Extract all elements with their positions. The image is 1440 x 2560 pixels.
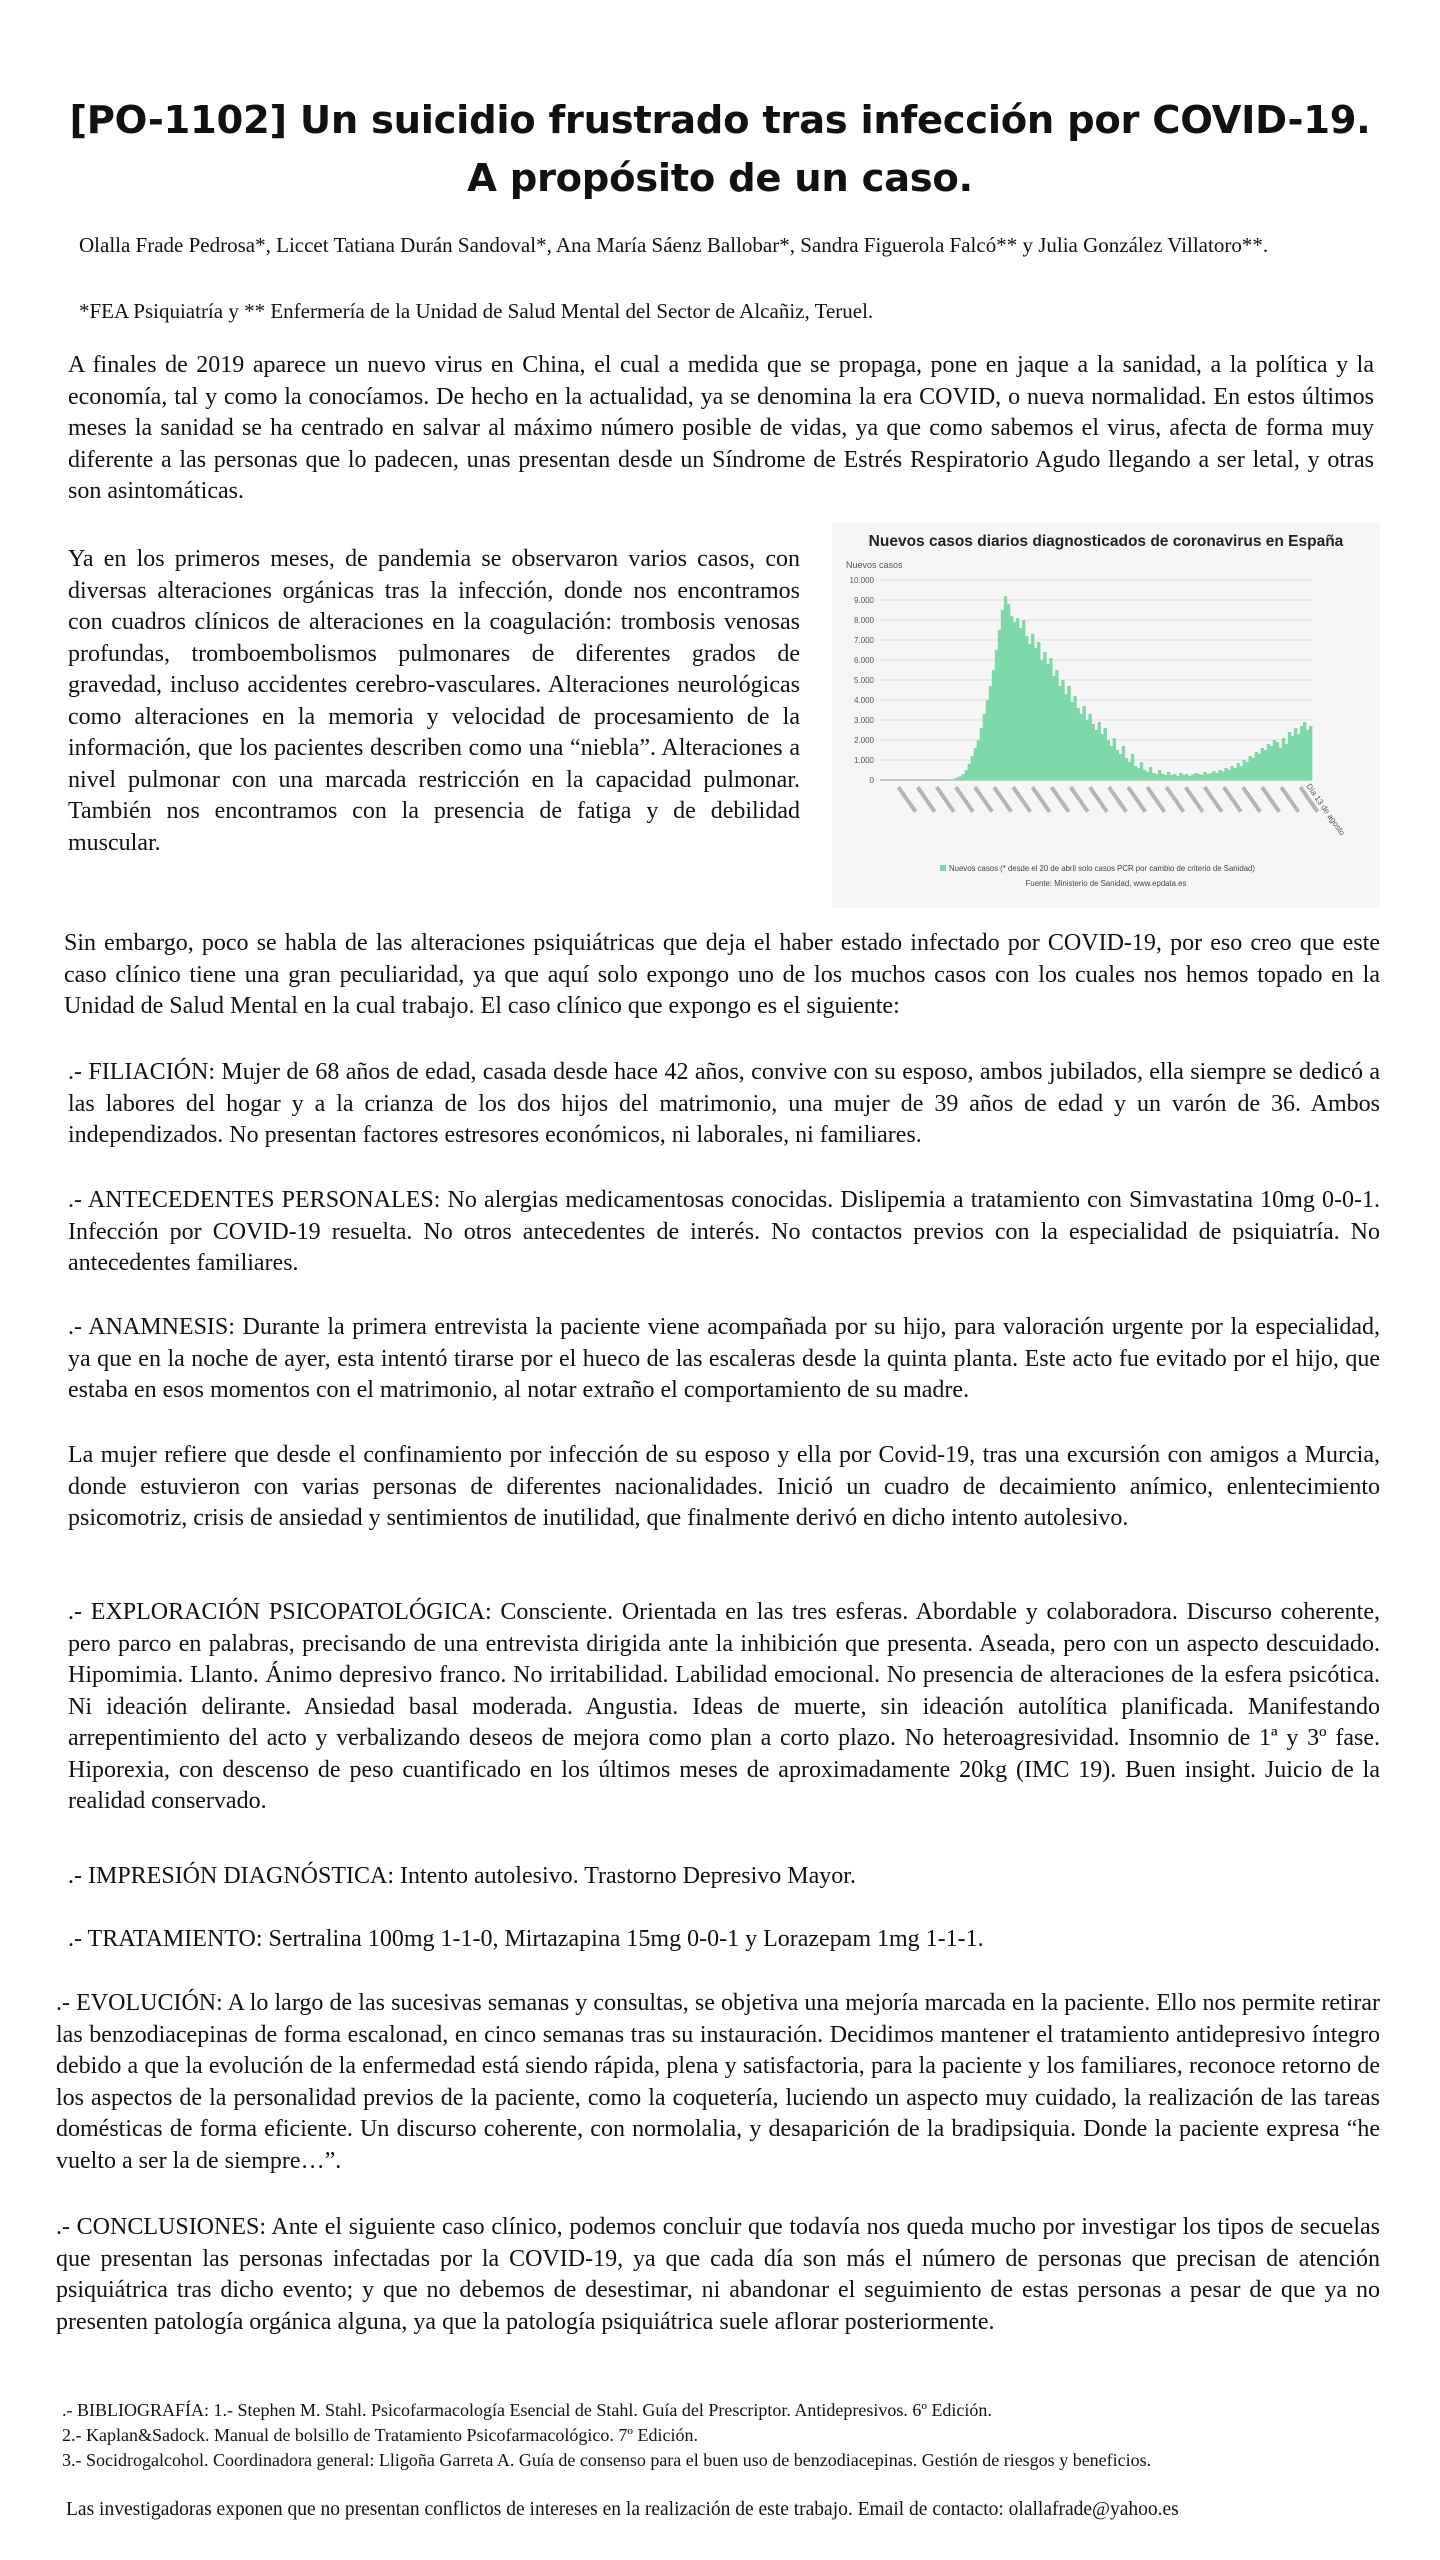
chart-bar [1203,772,1206,780]
chart-bar [1197,774,1200,780]
chart-y-tick-label: 0 [869,776,874,785]
chart-legend-swatch [940,865,946,871]
chart-bar [1098,722,1101,780]
affiliation: *FEA Psiquiatría y ** Enfermería de la Unidad de Salud Mental del Sector de Alcañiz, Teruel. [79,299,874,323]
conflict-of-interest-footer: Las investigadoras exponen que no presentan conflictos de intereses en la realización de este trabajo. Email de contacto: olallafrade@yahoo.es [66,2499,1179,2520]
chart-bar [1070,702,1073,780]
chart-bar [1288,732,1291,780]
chart-x-tick-label [1203,786,1223,813]
chart-x-tick-label [1241,786,1261,813]
chart-bar [1200,775,1203,780]
chart-bar [1188,776,1191,780]
chart-y-axis-label: Nuevos casos [846,560,903,570]
chart-bar [1252,758,1255,780]
chart-bar [1049,658,1052,780]
chart-bar [1058,686,1061,780]
chart-bar [1131,754,1134,780]
chart-bar [1303,722,1306,780]
bibliography [62,2398,1382,2473]
chart-bar [1206,774,1209,780]
chart-y-tick-label: 7.000 [853,636,874,645]
chart-bar [983,714,986,780]
covid-cases-chart [832,522,1380,908]
chart-bar [1037,642,1040,780]
chart-x-tick-label [1126,786,1146,813]
chart-x-tick-label [954,786,974,813]
chart-bar [1031,634,1034,780]
chart-bar [1273,740,1276,780]
chart-bar [1119,754,1122,780]
chart-bar [968,764,971,780]
poster-title [60,92,1380,208]
chart-bar [1209,773,1212,780]
paragraph-sin-embargo: Sin embargo, poco se habla de las alteraciones psiquiátricas que deja el haber estado infectado por COVID-19, por eso creo que este caso clínico tiene una gran peculiaridad, ya que aquí solo expongo uno de los muchos casos con los cuales nos hemos topado en la Unidad de Salud Mental en la cual trabajo. El caso clínico que expongo es el siguiente: [64,930,1380,1019]
chart-bar [1294,728,1297,780]
paragraph-exploracion: .- EXPLORACIÓN PSICOPATOLÓGICA: Consciente. Orientada en las tres esferas. Abordable y colaboradora. Discurso coherente, pero parco en palabras, precisando de una entrevista dirigida ante la inhibición que presenta. Aseada, pero con un aspecto descuidado. Hipomimia. Llanto. Ánimo depresivo franco. No irritabilidad. Labilidad emocional. No presencia de alteraciones de la esfera psicótica. Ni ideación delirante. Ansiedad basal moderada. Angustia. Ideas de muerte, sin ideación autolítica planificada. Manifestando arrepentimiento del acto y verbalizando deseos de mejora como plan a corto plazo. No heteroagresividad. Insomnio de 1ª y 3º fase. Hiporexia, con descenso de peso cuantificado en los últimos meses de aproximadamente 20kg (IMC 19). Buen insight. Juicio de la realidad conservado. [68,1599,1380,1814]
chart-title: Nuevos casos diarios diagnosticados de coronavirus en España [868,533,1344,550]
chart-bar [1215,773,1218,780]
reference-item: 3.- Socidrogalcohol. Coordinadora general: Lligoña Garreta A. Guía de consenso para el buen uso de benzodiacepinas. Gestión de riesgos y beneficios. [62,2450,1152,2470]
title-line-2: A propósito de un caso. [467,156,973,201]
chart-y-tick-label: 3.000 [853,716,874,725]
chart-bar [956,778,959,780]
paragraph-impresion: .- IMPRESIÓN DIAGNÓSTICA: Intento autolesivo. Trastorno Depresivo Mayor. [68,1863,856,1889]
chart-bar [1110,746,1113,780]
reference-item: 2.- Kaplan&Sadock. Manual de bolsillo de Tratamiento Psicofarmacológico. 7º Edición. [62,2425,698,2445]
chart-bar [949,779,952,780]
chart-bar [977,740,980,780]
chart-bar [959,776,962,780]
chart-bar [998,630,1001,780]
chart-bar [1240,766,1243,780]
chart-bar [1182,775,1185,780]
chart-x-tick-label [1069,786,1089,813]
chart-bar [1016,618,1019,780]
chart-bar [1082,706,1085,780]
chart-x-tick-label [973,786,993,813]
chart-bar [1185,774,1188,780]
chart-bar [1125,758,1128,780]
chart-bar [1276,742,1279,780]
chart-bar [1146,772,1149,780]
chart-bar [1091,724,1094,780]
chart-x-tick-label: Día 13 de agosto [1304,781,1347,838]
chart-y-tick-label: 9.000 [853,596,874,605]
chart-bar [1064,694,1067,780]
chart-y-tick-label: 10.000 [849,576,874,585]
chart-bar [1137,768,1140,780]
chart-bar [1001,610,1004,780]
chart-bar [1243,760,1246,780]
chart-bar [1167,772,1170,780]
chart-bar [1255,752,1258,780]
chart-bar [1013,622,1016,780]
chart-bar [1067,686,1070,780]
chart-bar [1046,664,1049,780]
chart-bar [1258,754,1261,780]
chart-bar [1309,726,1312,780]
chart-bar [1113,738,1116,780]
chart-bar [1055,670,1058,780]
chart-x-tick-label [1146,786,1166,813]
chart-y-tick-labels [850,576,875,785]
chart-bar [1249,756,1252,780]
chart-bar [1176,776,1179,780]
paragraph-mujer-refiere: La mujer refiere que desde el confinamiento por infección de su esposo y ella por Covid-19, tras una excursión con amigos a Murcia, donde estuvieron con varias personas de diferentes nacionalidades. Inició un cuadro de decaimiento anímico, enlentecimiento psicomotriz, crisis de ansiedad y sentimientos de inutilidad, que finalmente derivó en dicho intento autolesivo. [68,1442,1380,1531]
chart-bar [989,686,992,780]
chart-x-tick-label [1280,786,1300,813]
paragraph-filiacion: .- FILIACIÓN: Mujer de 68 años de edad, casada desde hace 42 años, convive con su esposo, ambos jubilados, ella siempre se dedicó a las labores del hogar y a la crianza de los dos hijos del matrimonio, una mujer de 39 años de edad y un varón de 36. Ambos independizados. No presentan factores estresores económicos, ni laborales, ni familiares. [68,1059,1380,1148]
chart-bar [1221,772,1224,780]
chart-bar [1158,770,1161,780]
chart-bar [1191,774,1194,780]
chart-y-tick-label: 1.000 [853,756,874,765]
chart-bar [1088,714,1091,780]
chart-bar [1161,774,1164,780]
chart-x-tick-label [1222,786,1242,813]
paragraph-anamnesis: .- ANAMNESIS: Durante la primera entrevista la paciente viene acompañada por su hijo, para valoración urgente por la especialidad, ya que en la noche de ayer, esta intentó tirarse por el hueco de las escaleras desde la quinta planta. Este acto fue evitado por el hijo, que estaba en esos momentos con el matrimonio, al notar extraño el comportamiento de su madre. [68,1314,1380,1403]
chart-x-tick-label [1260,786,1280,813]
chart-bar [1270,746,1273,780]
chart-bar [971,756,974,780]
chart-bar [1297,734,1300,780]
chart-bar [974,748,977,780]
chart-bar [1179,773,1182,780]
chart-bar [1155,774,1158,780]
chart-x-tick-label [1050,786,1070,813]
chart-bar [1116,750,1119,780]
chart-bar [992,670,995,780]
chart-x-tick-label [1088,786,1108,813]
chart-bar [1040,660,1043,780]
chart-bar [1279,748,1282,780]
chart-canvas [832,522,1380,908]
paragraph-pandemic: Ya en los primeros meses, de pandemia se observaron varios casos, con diversas alteraciones orgánicas tras la infección, donde nos encontramos con cuadros clínicos de alteraciones en la coagulación: trombosis venosas profundas, tromboembolismos pulmonares de diferentes grados de gravedad, incluso accidentes cerebro-vasculares. Alteraciones neurológicas como alteraciones en la memoria y velocidad de procesamiento de la información, que los pacientes describen como una “niebla”. Alteraciones a nivel pulmonar con una marcada restricción en la capacidad pulmonar. También nos encontramos con la presencia de fatiga y de debilidad muscular. [68,546,800,856]
chart-bar [1022,620,1025,780]
chart-bar [1236,763,1239,780]
chart-bar [953,779,956,780]
chart-bar [1306,730,1309,780]
chart-bar [1227,770,1230,780]
chart-bar [1107,740,1110,780]
chart-bar [1246,762,1249,780]
chart-bar [1019,628,1022,780]
chart-bar [1261,748,1264,780]
chart-bar [986,700,989,780]
chart-bar [1028,644,1031,780]
chart-bar [995,650,998,780]
chart-bar [1104,728,1107,780]
chart-legend-text: Nuevos casos (* desde el 20 de abril solo casos PCR por cambio de criterio de Sanidad) [949,864,1255,873]
chart-bar [1004,596,1007,780]
chart-x-tick-label [897,786,917,813]
chart-y-tick-label: 8.000 [853,616,874,625]
chart-bar [962,774,965,780]
paragraph-tratamiento: .- TRATAMIENTO: Sertralina 100mg 1-1-0, Mirtazapina 15mg 0-0-1 y Lorazepam 1mg 1-1-1. [68,1926,984,1952]
chart-bar [1101,734,1104,780]
chart-bar [1170,775,1173,780]
chart-bar [1173,774,1176,780]
chart-bar [1079,714,1082,780]
chart-x-tick-label [1107,786,1127,813]
chart-bar [1073,696,1076,780]
reference-item: .- BIBLIOGRAFÍA: 1.- Stephen M. Stahl. Psicofarmacología Esencial de Stahl. Guía del Prescriptor. Antidepresivos. 6º Edición. [62,2400,992,2420]
chart-bar [1122,746,1125,780]
chart-y-tick-label: 4.000 [853,696,874,705]
chart-bar [1143,770,1146,780]
chart-x-tick-label [916,786,936,813]
chart-x-tick-label [992,786,1012,813]
chart-bar [1085,720,1088,780]
chart-bar [1164,775,1167,780]
chart-bar [1076,708,1079,780]
chart-bar [1285,744,1288,780]
chart-bar [1052,676,1055,780]
chart-bar [1010,616,1013,780]
chart-bar [1128,762,1131,780]
chart-bar [980,728,983,780]
chart-bar [1267,744,1270,780]
title-line-1: [PO-1102] Un suicidio frustrado tras infección por COVID-19. [69,98,1371,143]
chart-x-tick-label [935,786,955,813]
chart-bar [1007,604,1010,780]
chart-source: Fuente: Ministerio de Sanidad, www.epdata.es [1025,879,1187,888]
chart-bar [1149,767,1152,780]
chart-bar [1061,680,1064,780]
chart-bar [1230,766,1233,780]
chart-bar [1134,766,1137,780]
chart-bar [1140,762,1143,780]
chart-daily-cases-series [946,596,1312,780]
chart-bar [1212,771,1215,780]
chart-bar [1025,636,1028,780]
chart-x-tick-labels [897,782,1347,838]
chart-bar [1094,730,1097,780]
chart-bar [1194,773,1197,780]
author-list: Olalla Frade Pedrosa*, Liccet Tatiana Durán Sandoval*, Ana María Sáenz Ballobar*, Sandra Figuerola Falcó** y Julia González Villatoro**. [79,233,1269,257]
chart-bar [1264,750,1267,780]
chart-bar [1282,738,1285,780]
paragraph-evolucion: .- EVOLUCIÓN: A lo largo de las sucesivas semanas y consultas, se objetiva una mejoría marcada en la paciente. Ello nos permite retirar las benzodiacepinas de forma escalonad, en cinco semanas tras su instauración. Decidimos mantener el tratamiento antidepresivo íntegro debido a que la evolución de la enfermedad está siendo rápida, plena y satisfactoria, para la paciente y los familiares, reconoce retorno de los aspectos de la personalidad previos de la paciente, como la coquetería, luciendo un aspecto muy cuidado, la realización de las tareas domésticas de forma eficiente. Un discurso coherente, con normolalia, y desaparición de la bradipsiquia. Donde la paciente expresa “he vuelto a ser la de siempre…”. [56,1990,1380,2174]
chart-bar [1291,736,1294,780]
chart-bar [1218,770,1221,780]
chart-y-tick-label: 6.000 [853,656,874,665]
chart-bar [1224,768,1227,780]
chart-y-tick-label: 2.000 [853,736,874,745]
chart-x-tick-label [1012,786,1032,813]
chart-bar [1152,773,1155,780]
chart-bar [1034,648,1037,780]
chart-y-tick-label: 5.000 [853,676,874,685]
chart-bar [1300,726,1303,780]
chart-x-tick-label [1165,786,1185,813]
paragraph-conclusiones: .- CONCLUSIONES: Ante el siguiente caso clínico, podemos concluir que todavía nos queda mucho por investigar los tipos de secuelas que presentan las personas infectadas por la COVID-19, ya que cada día son más el número de personas que precisan de atención psiquiátrica tras dicho evento; y que no debemos de desestimar, ni abandonar el seguimiento de estas personas a pesar de que ya no presenten patología orgánica alguna, ya que la patología psiquiátrica suele aflorar posteriormente. [56,2214,1380,2335]
chart-x-tick-label [1184,786,1204,813]
chart-bar [1043,652,1046,780]
chart-bar [965,770,968,780]
chart-x-tick-label [1031,786,1051,813]
chart-bar [1233,768,1236,780]
paragraph-antecedentes: .- ANTECEDENTES PERSONALES: No alergias medicamentosas conocidas. Dislipemia a tratamiento con Simvastatina 10mg 0-0-1. Infección por COVID-19 resuelta. No otros antecedentes de interés. No contactos previos con la especialidad de psiquiatría. No antecedentes familiares. [68,1187,1380,1276]
paragraph-intro: A finales de 2019 aparece un nuevo virus en China, el cual a medida que se propaga, pone en jaque a la sanidad, a la política y la economía, tal y como la conocíamos. De hecho en la actualidad, ya se denomina la era COVID, o nueva normalidad. En estos últimos meses la sanidad se ha centrado en salvar al máximo número posible de vidas, ya que como sabemos el virus, afecta de forma muy diferente a las personas que lo padecen, unas presentan desde un Síndrome de Estrés Respiratorio Agudo llegando a ser letal, y otras son asintomáticas. [68,352,1374,504]
